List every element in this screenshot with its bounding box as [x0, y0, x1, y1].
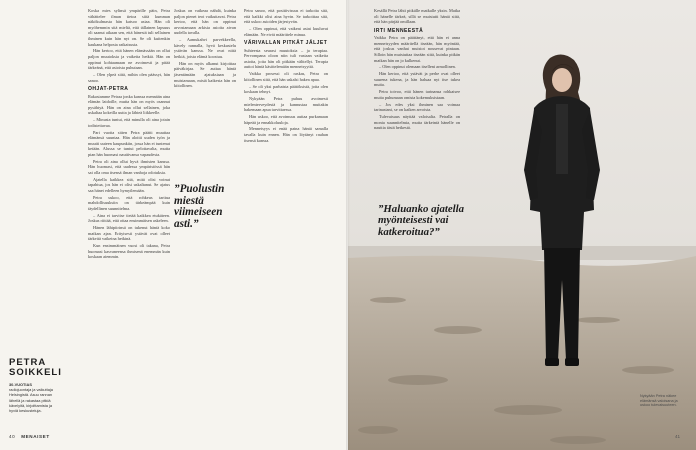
paragraph: Vaikka prosessi oli raskas, Petra on kiitollinen siitä, että hän uskalsi hakea apua. [244, 71, 328, 82]
paragraph: Petra uskoo, että rohkeus tarttua mahdollisuuksiin on tärkeämpää kuin täydellinen suunnitelma. [88, 194, 170, 211]
sand [348, 256, 696, 450]
pull-quote: ”Puolustin miestä viimeiseen asti.” [174, 183, 225, 230]
paragraph: – Aina ei tarvitse tietää kaikkea etukäteen. Joskus riittää, että ottaa ensimmäisen askeleen. [88, 212, 170, 224]
paragraph: Hän uskoo, että avoimuus auttaa purkamaan häpeää ja ennakkoluuloja. [244, 113, 328, 125]
paragraph: – Se oli yksi parhaista päätöksistä, joita olen koskaan tehnyt. [244, 83, 328, 95]
paragraph: Suhteesta seurasi muutoksia – ja terapiaa. Pervompana oloon niin tuli vastaan vaikeita asioita, joita hän oli pitkään välttellyt. Terapia auttoi häntä käsittelemään menneisyyttä. [244, 47, 328, 70]
right-page [348, 0, 696, 450]
sidebar-name [9, 357, 62, 378]
left-column-3 [244, 8, 328, 144]
paragraph: – Minusta tuntui, että minulla oli aina jotain todistettavaa. [88, 117, 170, 128]
page-number: 40 [9, 434, 16, 439]
sidebar-bio-label: 30-VUOTIAS [9, 382, 32, 387]
paragraph: Kun ensimmäinen vuosi oli takana, Petra huomasi kasvaneensa ihmisenä enemmän kuin koskaan aiemmin. [88, 242, 170, 260]
photo-caption: Nykyään Petra näkee elämänsä valoisana ja uskoo tulevaisuuteen. [640, 394, 678, 408]
paragraph: Vaikka Petra on päättänyt, että hän ei anna menneisyyden määritellä itseään, hän myöntää, että joskus vanhat muistot nousevat pintaan. Silloin hän muistuttaa itseään siitä, kuinka pitkän matkan hän on jo kulkenut. [374, 35, 460, 63]
paragraph: – Olen oppinut olemaan itselleni armollinen. [379, 64, 456, 70]
paragraph: – Aamukahvi parvekkeella, kävely rannalla, hyvä keskustelu ystävän kanssa. Ne ovat niitä hetkiä, joista elämä koostuu. [174, 37, 236, 59]
paragraph: Ajatella kaikkea sitä, mitä olisi voinut tapahtua, jos hän ei olisi uskaltanut. Se ajatus saa hänet edelleen hymyilemään. [88, 176, 170, 193]
paragraph: Petra sanoo, että positiivisuus ei tarkoita sitä, että kaikki olisi aina hyvin. Se tarkoittaa sitä, että uskoo asioiden järjestyvän. [244, 8, 328, 25]
paragraph: Joskus on vaikeaa nähdä, kuinka paljon pienet teot vaikuttavat. Petra kertoo, että hän on oppinut arvostamaan arkisia asioita aivan uudella tavalla. [174, 8, 236, 36]
paragraph: Kesällä Petra lähti pitkälle matkalle yksin. Matka oli hänelle tärkeä, sillä se muistutti häntä siitä, että hän pärjää omillaan. [374, 8, 460, 25]
paragraph: Petra oli aina ollut hyvä ihmisten kanssa. Hän huomasi, että uudessa ympäristössä hän sai olla oma itsensä ilman vanhoja odotuksia. [88, 158, 170, 175]
paragraph: Petra toivoo, että hänen tarinansa rohkaisee muita puhumaan omista kokemuksistaan. [374, 89, 460, 100]
page-number: 41 [675, 434, 681, 439]
author-sidebar [9, 357, 62, 414]
sidebar-bio [9, 382, 53, 413]
paragraph: Hän kertoo, että hänen elämässään on ollut paljon muutoksia ja vaikeita hetkiä. Hän on oppinut kohtaamaan ne avoimesti ja pitää tärkeänä, että asioista puhutaan. [88, 48, 170, 71]
paragraph: Hänen lähipiirinsä on tukenut häntä koko matkan ajan. Erityisesti ystävät ovat olleet tärkeitä vaikeina hetkinä. [88, 224, 170, 242]
paragraph: Pari vuotta sitten Petra päätti muuttaa elämänsä suuntaa. Hän aloitti uuden työn ja muutti uuteen kaupunkiin, jossa hän ei tuntenut ketään. Alussa se tuntui pelottavalta, mutta pian hän huomasi nauttivansa vapaudesta. [88, 129, 170, 157]
magazine-name: MENAISET [21, 434, 50, 439]
pull-quote: ”Haluanko ajatella myönteisesti vai katkeroitua?” [378, 203, 465, 238]
left-footer [9, 434, 50, 439]
paragraph: Nykyään Petra puhuu avoimesti mielenterveydestä ja kannustaa muitakin hakemaan apua tarvittaessa. [244, 95, 328, 113]
paragraph: – Olen oppinut, että vaikeat asiat kuuluvat elämään. Ne eivät määrittele minua. [244, 25, 328, 37]
paragraph: Rakastamme Petraa jonka kanssa mennään aina elämän laidoille, mutta hän on myös osannut pysähtyä. Hän on aina ollut sellainen, joka uskaltaa kokeilla uutta ja lähteä liikkeelle. [88, 93, 170, 116]
sidebar-name-first: PETRA [9, 357, 47, 368]
section-heading: IRTI MENNEESTÄ [374, 27, 424, 34]
page-gutter [346, 0, 350, 450]
paragraph: Koska mies sylinsä ympärille päin, Petra vähättelee ilman tietoa siitä kumman näkökulmasta hän katsoo asiaa. Hän oli myöhemmin sitä mieltä, että tällainen lapsuus oli saanut aikaan sen, että hänestä tuli sellainen ihminen kuin hän nyt on. Se oli kuitenkin kaukana helposta ratkaisusta. [88, 8, 170, 47]
sidebar-bio-text: radiojuontaja ja vaikuttaja Helsingistä. Asuu rannan lähellä ja rakastaa pitkiä kävelyitä, kirjoittamista ja hyviä keskusteluja. [9, 387, 53, 414]
paragraph: Hän on myös alkanut kirjoittaa päiväkirjaa. Se auttaa häntä jäsentämään ajatuksiaan ja muistamaan, mistä kaikesta hän on kiitollinen. [174, 60, 236, 89]
right-column-1 [374, 8, 460, 132]
section-heading: VÄRIVALLAN PITKÄT JÄLJET [244, 40, 328, 47]
paragraph: Menneisyys ei enää paina häntä samalla tavalla kuin ennen. Hän on löytänyt rauhan itsensä kanssa. [244, 126, 328, 143]
paragraph: – Jos edes yksi ihminen saa voimaa tarinastani, se on kaiken arvoista. [374, 101, 460, 113]
left-column-1 [88, 8, 170, 261]
sidebar-name-last: SOIKKELI [9, 367, 62, 378]
left-column-2-top [174, 8, 236, 90]
paragraph: Hän kertoo, että ystävät ja perhe ovat olleet suurena tukena, ja hän haluaa nyt itse tukea muita. [374, 71, 460, 88]
paragraph: Tulevaisuus näyttää valoisalta. Petralla on monia suunnitelmia, mutta tärkeintä hänelle on nauttia tästä hetkestä. [374, 113, 460, 131]
section-heading: OHJAT-PETRA [88, 86, 129, 93]
paragraph: – Olen ylpeä siitä, mihin olen päässyt, hän sanoo. [88, 71, 170, 83]
